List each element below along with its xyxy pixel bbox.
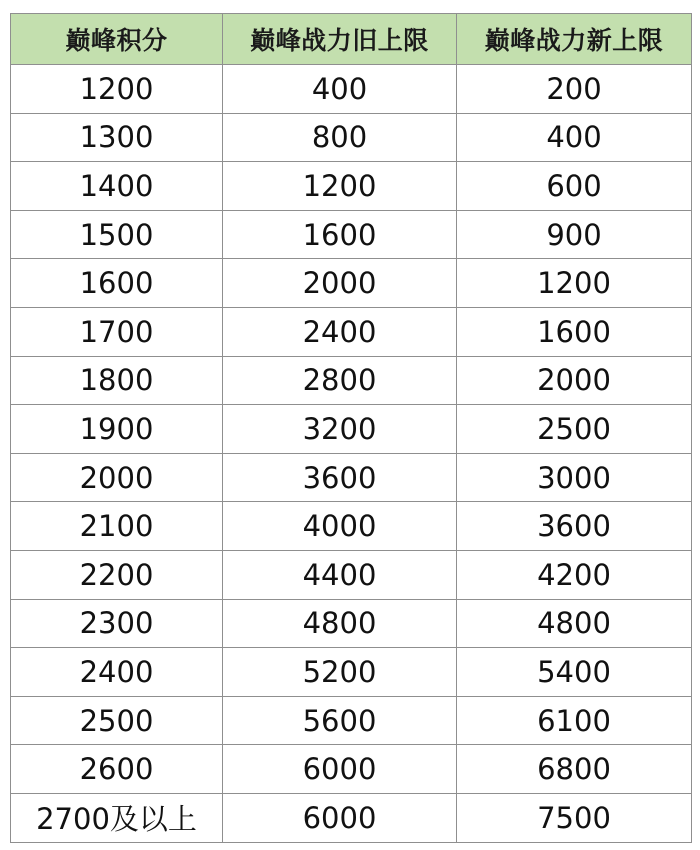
table-row [11,599,692,648]
new-power-limit-cell: 6800 [457,745,692,794]
new-power-limit-cell: 4800 [457,599,692,648]
score-limit-table [10,13,692,843]
old-power-limit-cell: 800 [223,113,457,162]
peak-score-cell: 1300 [11,113,223,162]
peak-score-cell: 1600 [11,259,223,308]
table-row [11,453,692,502]
peak-score-cell: 1700 [11,307,223,356]
table-row [11,259,692,308]
header-old-power-limit: 巅峰战力旧上限 [223,14,457,65]
peak-score-cell: 2300 [11,599,223,648]
new-power-limit-cell: 6100 [457,696,692,745]
table-row [11,405,692,454]
peak-score-cell: 1800 [11,356,223,405]
header-row [11,14,692,65]
table-row [11,162,692,211]
old-power-limit-cell: 2400 [223,307,457,356]
old-power-limit-cell: 4000 [223,502,457,551]
header-peak-score: 巅峰积分 [11,14,223,65]
table-row [11,210,692,259]
old-power-limit-cell: 5600 [223,696,457,745]
old-power-limit-cell: 2800 [223,356,457,405]
table-row [11,648,692,697]
new-power-limit-cell: 900 [457,210,692,259]
old-power-limit-cell: 1200 [223,162,457,211]
peak-score-cell: 1500 [11,210,223,259]
new-power-limit-cell: 4200 [457,550,692,599]
new-power-limit-cell: 3000 [457,453,692,502]
old-power-limit-cell: 6000 [223,793,457,842]
new-power-limit-cell: 600 [457,162,692,211]
table-row [11,745,692,794]
table-row [11,307,692,356]
old-power-limit-cell: 3600 [223,453,457,502]
table-row [11,113,692,162]
old-power-limit-cell: 400 [223,65,457,114]
old-power-limit-cell: 2000 [223,259,457,308]
peak-score-cell: 2600 [11,745,223,794]
peak-score-cell: 2400 [11,648,223,697]
new-power-limit-cell: 200 [457,65,692,114]
table-row [11,356,692,405]
peak-score-cell: 2200 [11,550,223,599]
table-row [11,65,692,114]
peak-score-cell: 2500 [11,696,223,745]
new-power-limit-cell: 2000 [457,356,692,405]
table-row [11,550,692,599]
old-power-limit-cell: 4400 [223,550,457,599]
new-power-limit-cell: 2500 [457,405,692,454]
new-power-limit-cell: 1600 [457,307,692,356]
old-power-limit-cell: 4800 [223,599,457,648]
peak-score-cell: 1400 [11,162,223,211]
old-power-limit-cell: 3200 [223,405,457,454]
score-limit-table-container [10,13,692,843]
peak-score-cell: 1200 [11,65,223,114]
peak-score-cell: 2000 [11,453,223,502]
new-power-limit-cell: 3600 [457,502,692,551]
new-power-limit-cell: 7500 [457,793,692,842]
table-row [11,793,692,842]
old-power-limit-cell: 1600 [223,210,457,259]
table-row [11,502,692,551]
peak-score-cell: 2700及以上 [11,793,223,842]
peak-score-cell: 2100 [11,502,223,551]
old-power-limit-cell: 6000 [223,745,457,794]
old-power-limit-cell: 5200 [223,648,457,697]
table-body [11,65,692,843]
new-power-limit-cell: 400 [457,113,692,162]
table-header [11,14,692,65]
header-new-power-limit: 巅峰战力新上限 [457,14,692,65]
new-power-limit-cell: 5400 [457,648,692,697]
peak-score-cell: 1900 [11,405,223,454]
new-power-limit-cell: 1200 [457,259,692,308]
table-row [11,696,692,745]
